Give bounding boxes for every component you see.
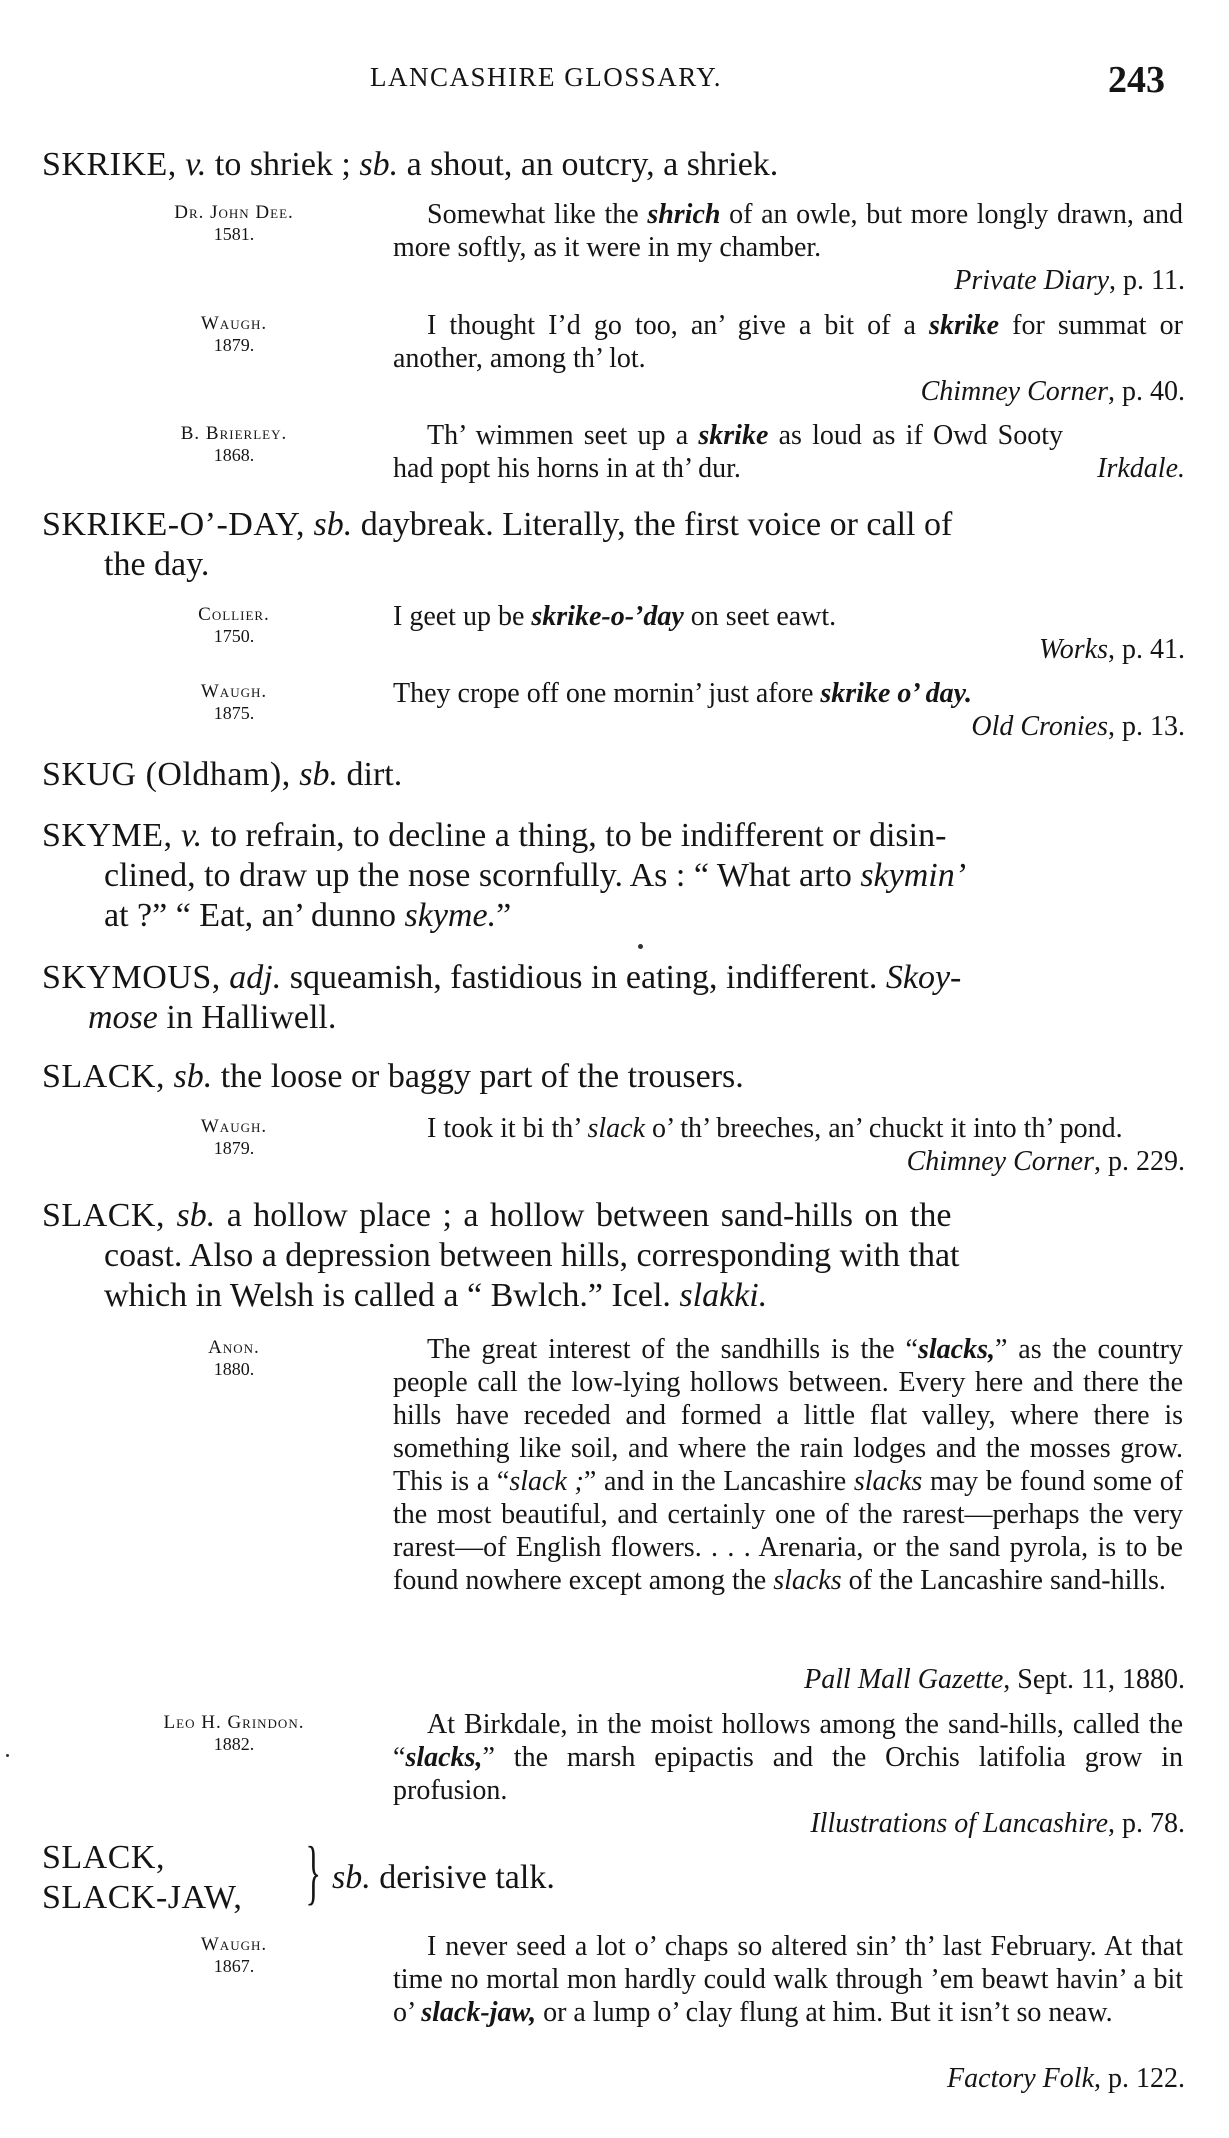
cited-word: Skoy- [885,959,962,996]
citation-source: Factory Folk, p. 122. [947,2063,1185,2094]
citation-year: 1879. [213,335,255,355]
citation-text: Somewhat like the shrich of an owle, but more longly drawn, and more softly, as it were in my chamber. [393,199,1183,263]
cited-word: shrich [647,199,721,230]
citation-text: They crope off one mornin’ just afore skrike o’ day. [393,678,973,709]
citation-source: Works, p. 41. [1039,634,1185,665]
definition: a shout, an outcry, a shriek. [398,146,779,183]
citation [0,677,1185,747]
citation [0,600,1185,670]
citation-text: At Birkdale, in the moist hollows among the sand-hills, called the “slacks,” the marsh epipactis and the Orchis latifolia grow in profusion. [393,1709,1183,1806]
headword: SLACK, [42,1058,165,1095]
cited-word: slakki. [679,1277,768,1314]
citation-text: I took it bi th’ slack o’ th’ breeches, an’ chuckt it into th’ pond. [427,1113,1123,1144]
citation [0,1708,1185,1839]
citation-author: Anon. [208,1337,260,1358]
headword: SLACK, [42,1839,165,1876]
citation-author: Waugh. [200,681,268,702]
entry-skyme: SKYME, v. to refrain, to decline a thing, to be indifferent or disin- clined, to draw up the nose scornfully. As : “ What arto skymin’ at ?” “ Eat, an’ dunno skyme.” [42,817,967,934]
citation-year: 1879. [213,1138,255,1158]
part-of-speech: sb. [299,756,338,793]
cited-word: slack-jaw, [421,1997,537,2028]
part-of-speech: sb. [332,1859,371,1896]
definition: daybreak. Literally, the first voice or call of [352,506,953,543]
citation [0,309,1185,409]
headword: SLACK, [42,1197,165,1234]
citation-author: Collier. [198,604,270,625]
cited-word: skymin’ [860,857,967,894]
citation-author: Leo H. Grindon. [163,1712,305,1733]
citation-year: 1882. [213,1734,255,1754]
cited-word: skrike o’ day. [820,678,973,709]
cited-word: skrike [698,420,769,451]
citation-text: I geet up be skrike-o-’day on seet eawt. [393,601,837,632]
citation-year: 1868. [213,445,255,465]
citation-text: I never seed a lot o’ chaps so altered sin’ th’ last February. At that time no mortal mon hardly could walk through ’em beawt havin’ a bit o’ slack-jaw, or a lump o’ clay flung at him. But it isn’t so neaw. [393,1931,1183,2028]
citation-author: Waugh. [200,313,268,334]
part-of-speech: sb. [173,1058,213,1095]
citation-source: Irkdale. [1097,453,1185,484]
definition: dirt. [338,756,403,793]
definition: the day. [104,546,210,583]
citation-source: Old Cronies, p. 13. [971,711,1185,742]
citation-year: 1875. [213,703,255,723]
citation-source: Private Diary, p. 11. [954,265,1185,296]
citation [0,1333,1185,1695]
headword: SKYME, [42,817,173,854]
page-number: 243 [1108,59,1165,101]
citation-text: The great interest of the sandhills is the “slacks,” as the country people call the low-lying hollows between. Every here and there the hills have receded and formed a little flat valley, where there is something like soil, and where the rain lodges and the mosses grow. This is a “slack ;” and in the Lancashire slacks may be found some of the most beautiful, and certainly one of the rarest—perhaps the very rarest—of English flowers. . . . Arenaria, or the sand pyrola, is to be found nowhere except among the slacks of the Lancashire sand-hills. [393,1334,1184,1596]
headword: SLACK-JAW, [42,1879,243,1916]
cited-word: skrike-o-’day [531,601,684,632]
citation-author: B. Brierley. [180,423,288,444]
part-of-speech: sb. [313,506,353,543]
cited-word: mose [88,999,158,1036]
citation-source: Chimney Corner, p. 229. [906,1146,1185,1177]
entry-slack-trousers [42,1057,1192,1097]
citation-year: 1867. [213,1956,255,1976]
part-of-speech: adj. [229,959,282,996]
citation-source: Chimney Corner, p. 40. [920,376,1185,407]
running-head: LANCASHIRE GLOSSARY. [370,62,723,92]
entry-skug [42,755,1192,795]
citation [0,1930,1185,2094]
citation-author: Dr. John Dee. [174,202,294,223]
part-of-speech: sb. [359,146,399,183]
citation-text: I thought I’d go too, an’ give a bit of a skrike for summat or another, among th’ lot. [393,310,1183,374]
brace-glyph: } [305,1832,322,1912]
print-speck [638,944,643,949]
citation-year: 1581. [213,224,255,244]
definition: derisive talk. [370,1859,555,1896]
citation-year: 1750. [213,626,255,646]
part-of-speech: v. [181,817,203,854]
entry-slack-hollow: SLACK, sb. a hollow place ; a hollow between sand-hills on the coast. Also a depression between hills, corresponding with that which in Welsh is called a “ Bwlch.” Icel. slakki. [42,1197,960,1314]
citation-author: Waugh. [200,1934,268,1955]
citation-source: Pall Mall Gazette, Sept. 11, 1880. [804,1664,1185,1695]
entry-skymous: SKYMOUS, adj. squeamish, fastidious in eating, indifferent. Skoy- mose in Halliwell. [42,959,962,1036]
cited-word: slack [587,1113,645,1144]
citation-author: Waugh. [200,1116,268,1137]
entry-skrike-o-day [42,505,1192,585]
citation [0,1112,1185,1182]
headword: SKYMOUS, [42,959,221,996]
cited-word: skrike [929,310,1000,341]
cited-word: skyme. [404,897,497,934]
citation-year: 1880. [213,1359,255,1379]
part-of-speech: v. [185,146,207,183]
headword: SKRIKE, [42,146,177,183]
part-of-speech: sb. [176,1197,216,1234]
headword: SKUG (Oldham), [42,756,291,793]
entry-slack-jaw-definition [332,1858,932,1898]
entry-skrike [42,145,1192,185]
citation-source: Illustrations of Lancashire, p. 78. [810,1808,1185,1839]
headword: SKRIKE-O’-DAY, [42,506,305,543]
citation [0,198,1185,298]
citation [0,419,1185,489]
citation-text: Th’ wimmen seet up a skrike as loud as if Owd Sooty had popt his horns in at th’ dur. [393,420,1063,484]
definition: to shriek ; [206,146,360,183]
definition: the loose or baggy part of the trousers. [212,1058,744,1095]
